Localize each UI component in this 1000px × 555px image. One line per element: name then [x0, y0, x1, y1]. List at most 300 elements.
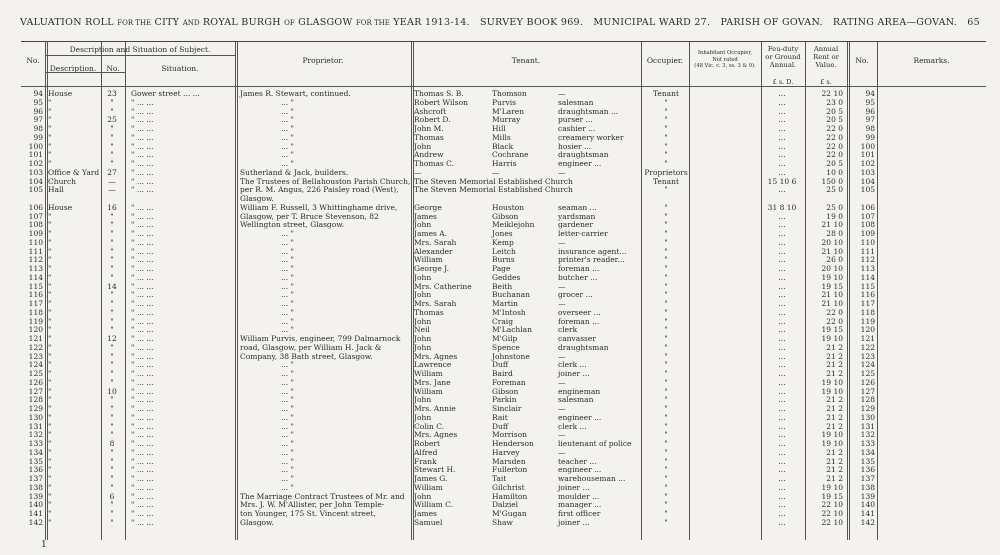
cell-num: 8 [109, 439, 115, 448]
cell-num: " [110, 342, 114, 352]
col-header-situation: Situation. [161, 64, 199, 73]
cell-val: 22 0 [826, 132, 843, 142]
cell-no: 97 [33, 115, 43, 125]
proprietor-line: ... " [281, 421, 294, 431]
cell-occ: " [664, 264, 668, 273]
proprietor-line: ... " [281, 456, 294, 466]
cell-no: 125 [28, 369, 43, 378]
proprietor-line: ... " [281, 360, 294, 370]
cell-feu: ... [778, 439, 786, 448]
cell-val: 21 2 [826, 342, 843, 352]
cell-feu: ... [778, 211, 786, 221]
cell-tocc: foreman ... [558, 264, 600, 273]
cell-no: 102 [28, 159, 43, 168]
cell-nr: 122 [860, 342, 875, 352]
cell-desc: " [48, 447, 52, 457]
cell-tfirst: Mrs. Agnes [414, 430, 458, 440]
cell-tfirst: John [414, 342, 432, 352]
cell-num: " [110, 307, 114, 317]
column-rule [689, 42, 690, 540]
cell-feu: ... [778, 264, 786, 273]
cell-tfirst: William [414, 255, 443, 265]
cell-tfirst: Ashcroft [414, 106, 447, 116]
cell-sit: " ... ... [131, 229, 154, 238]
proprietor-line: ... " [281, 106, 294, 116]
cell-num: " [110, 141, 114, 151]
cell-nr: 94 [865, 89, 875, 98]
cell-no: 129 [28, 404, 43, 413]
proprietor-line: Glasgow. [240, 517, 274, 527]
cell-sit: " ... ... [131, 430, 154, 440]
cell-desc: " [48, 124, 52, 133]
cell-no: 138 [28, 482, 43, 492]
cell-sit: " ... ... [131, 132, 154, 142]
cell-tlast: — [492, 167, 500, 177]
cell-desc: " [48, 220, 52, 230]
col-header-desc-group: Description and Situation of Subject. [69, 45, 211, 54]
cell-num: " [110, 159, 114, 168]
cell-tlast: M'Intosh [492, 307, 526, 317]
cell-tocc: manager ... [558, 500, 602, 510]
cell-num: 12 [107, 334, 117, 343]
cell-num: " [110, 360, 114, 370]
cell-tlast: Beith [492, 281, 513, 291]
cell-val: 21 2 [826, 421, 843, 431]
cell-tfirst: George J. [414, 264, 449, 273]
cell-occ: " [664, 115, 668, 125]
cell-no: 108 [28, 220, 43, 230]
cell-tfirst: Thomas [414, 307, 444, 317]
cell-tocc: purser ... [558, 115, 593, 125]
column-rule [411, 42, 414, 540]
cell-no: 107 [28, 211, 43, 221]
cell-sit: " ... ... [131, 150, 154, 160]
cell-feu: ... [778, 141, 786, 151]
cell-tlast: Hill [492, 124, 506, 133]
cell-nr: 138 [860, 482, 875, 492]
cell-sit: " ... ... [131, 456, 154, 466]
cell-tfirst: William [414, 386, 443, 396]
cell-num: " [110, 395, 114, 405]
cell-occ: " [664, 447, 668, 457]
cell-tfirst: The Steven Memorial Established Church [414, 176, 573, 186]
cell-desc: " [48, 272, 52, 282]
cell-tfirst: Robert D. [414, 115, 451, 125]
proprietor-line: ... " [281, 395, 294, 405]
cell-no: 140 [28, 500, 43, 510]
annual-units: £ s. [820, 78, 832, 86]
cell-feu: ... [778, 482, 786, 492]
title-text: FOR THE [117, 18, 152, 27]
proprietor-line: ... " [281, 141, 294, 151]
cell-feu: ... [778, 412, 786, 422]
cell-tlast: M'Gugan [492, 509, 527, 518]
cell-no: 120 [28, 325, 43, 335]
title-text: GLASGOW [298, 16, 353, 28]
cell-sit: " ... ... [131, 369, 154, 378]
cell-tocc: — [558, 299, 566, 308]
cell-val: 25 0 [826, 185, 843, 195]
cell-tocc: teacher ... [558, 456, 597, 466]
cell-no: 132 [28, 430, 43, 440]
proprietor-line: ... " [281, 299, 294, 308]
cell-sit: " ... ... [131, 474, 154, 483]
cell-num: " [110, 229, 114, 238]
cell-val: 26 0 [826, 255, 843, 265]
cell-nr: 95 [865, 97, 875, 107]
cell-sit: " ... ... [131, 386, 154, 396]
cell-desc: " [48, 377, 52, 387]
survey-book: SURVEY BOOK 969. [480, 16, 584, 28]
column-rule [101, 42, 102, 540]
proprietor-line: Glasgow, per T. Bruce Stevenson, 82 [240, 211, 379, 221]
cell-tocc: — [558, 404, 566, 413]
cell-sit: " ... ... [131, 211, 154, 221]
cell-sit: " ... ... [131, 167, 154, 177]
cell-tfirst: James [414, 211, 437, 221]
cell-nr: 100 [860, 141, 875, 151]
header-line: Value. [815, 61, 837, 69]
cell-sit: " ... ... [131, 185, 154, 195]
cell-tlast: M'Gilp [492, 334, 518, 343]
proprietor-line: ton Younger, 175 St. Vincent street, [240, 509, 376, 518]
cell-sit: " ... ... [131, 220, 154, 230]
cell-val: 21 2 [826, 474, 843, 483]
cell-nr: 105 [860, 185, 875, 195]
cell-nr: 131 [860, 421, 875, 431]
cell-tocc: canvasser [558, 334, 596, 343]
cell-num: " [110, 237, 114, 247]
cell-nr: 102 [860, 159, 875, 168]
header-line: Rent or [813, 53, 839, 61]
cell-desc: " [48, 307, 52, 317]
cell-feu: ... [778, 132, 786, 142]
cell-tocc: salesman [558, 97, 594, 107]
cell-desc: " [48, 351, 52, 361]
cell-feu: ... [778, 377, 786, 387]
cell-tfirst: Colin C. [414, 421, 445, 431]
cell-sit: " ... ... [131, 97, 154, 107]
cell-no: 123 [28, 351, 43, 361]
cell-num: 10 [107, 386, 117, 396]
cell-sit: Gower street ... ... [131, 89, 200, 98]
cell-num: " [110, 474, 114, 483]
cell-tocc: clerk ... [558, 360, 587, 370]
cell-nr: 124 [860, 360, 875, 370]
cell-nr: 135 [860, 456, 875, 466]
cell-desc: " [48, 97, 52, 107]
cell-tfirst: George [414, 202, 442, 212]
cell-feu: 15 10 6 [767, 176, 797, 186]
column-rule [877, 42, 878, 540]
cell-tocc: butcher ... [558, 272, 598, 282]
cell-val: 10 0 [826, 167, 843, 177]
cell-feu: ... [778, 89, 786, 98]
cell-num: " [110, 447, 114, 457]
cell-feu: ... [778, 272, 786, 282]
cell-no: 135 [28, 456, 43, 466]
column-rule [125, 42, 126, 540]
cell-tfirst: John [414, 272, 432, 282]
cell-num: " [110, 272, 114, 282]
cell-sit: " ... ... [131, 482, 154, 492]
cell-occ: " [664, 202, 668, 212]
cell-tfirst: John [414, 220, 432, 230]
cell-sit: " ... ... [131, 517, 154, 527]
cell-sit: " ... ... [131, 106, 154, 116]
cell-tocc: lieutenant of police [558, 439, 632, 448]
proprietor-line: ... " [281, 430, 294, 440]
cell-tlast: M'Lachlan [492, 325, 532, 335]
cell-feu: ... [778, 220, 786, 230]
cell-no: 115 [28, 281, 43, 291]
cell-num: " [110, 220, 114, 230]
cell-desc: Office & Yard [48, 167, 100, 177]
cell-sit: " ... ... [131, 176, 154, 186]
cell-feu: ... [778, 421, 786, 431]
cell-sit: " ... ... [131, 255, 154, 265]
cell-occ: " [664, 369, 668, 378]
proprietor-line: road, Glasgow, per William H. Jack & [240, 342, 382, 352]
cell-num: " [110, 377, 114, 387]
proprietor-line: ... " [281, 439, 294, 448]
cell-tfirst: Thomas S. B. [414, 89, 464, 98]
municipal-ward: MUNICIPAL WARD 27. [593, 16, 711, 28]
cell-desc: " [48, 491, 52, 501]
cell-val: 19 15 [821, 325, 843, 335]
cell-tfirst: Alexander [414, 246, 453, 256]
cell-feu: ... [778, 491, 786, 501]
cell-nr: 118 [860, 307, 875, 317]
cell-no: 103 [28, 167, 43, 177]
cell-val: 19 10 [821, 482, 843, 492]
cell-tfirst: William C. [414, 500, 453, 510]
proprietor-line: ... " [281, 290, 294, 300]
cell-val: 22 0 [826, 307, 843, 317]
cell-desc: " [48, 334, 52, 343]
cell-tfirst: Robert Wilson [414, 97, 468, 107]
cell-feu: ... [778, 474, 786, 483]
cell-desc: " [48, 430, 52, 440]
cell-nr: 109 [860, 229, 875, 238]
cell-val: 19 0 [826, 211, 843, 221]
cell-tfirst: John [414, 395, 432, 405]
cell-desc: " [48, 412, 52, 422]
proprietor-line: ... " [281, 229, 294, 238]
cell-desc: " [48, 115, 52, 125]
cell-val: 19 10 [821, 334, 843, 343]
cell-occ: " [664, 465, 668, 475]
cell-tlast: Henderson [492, 439, 534, 448]
cell-num: " [110, 132, 114, 142]
cell-occ: " [664, 159, 668, 168]
cell-no: 105 [28, 185, 43, 195]
cell-no: 101 [28, 150, 43, 160]
cell-no: 114 [28, 272, 43, 282]
cell-occ: " [664, 412, 668, 422]
cell-val: 19 15 [821, 491, 843, 501]
cell-sit: " ... ... [131, 246, 154, 256]
cell-tlast: Harvey [492, 447, 520, 457]
cell-feu: ... [778, 106, 786, 116]
cell-no: 124 [28, 360, 43, 370]
cell-sit: " ... ... [131, 509, 154, 518]
cell-val: 19 15 [821, 281, 843, 291]
cell-no: 104 [28, 176, 43, 186]
cell-sit: " ... ... [131, 237, 154, 247]
cell-occ: " [664, 360, 668, 370]
header-line: Not rated [712, 56, 738, 63]
cell-feu: ... [778, 500, 786, 510]
proprietor-line: ... " [281, 97, 294, 107]
cell-tlast: Baird [492, 369, 513, 378]
cell-desc: Church [48, 176, 77, 186]
cell-val: 21 2 [826, 395, 843, 405]
cell-tfirst: Robert [414, 439, 441, 448]
cell-num: " [110, 299, 114, 308]
cell-tocc: draughtsman [558, 150, 609, 160]
cell-tocc: — [558, 351, 566, 361]
cell-tfirst: The Steven Memorial Established Church [414, 185, 573, 195]
cell-feu: ... [778, 281, 786, 291]
cell-tfirst: — [414, 167, 422, 177]
cell-desc: " [48, 509, 52, 518]
cell-occ: " [664, 386, 668, 396]
cell-tlast: Buchanan [492, 290, 530, 300]
cell-no: 106 [28, 202, 43, 212]
col-header-no-right: No. [855, 56, 869, 65]
cell-tlast: Duff [492, 421, 509, 431]
cell-tlast: Dalziel [492, 500, 519, 510]
cell-feu: ... [778, 246, 786, 256]
cell-no: 118 [28, 307, 43, 317]
cell-sit: " ... ... [131, 465, 154, 475]
cell-nr: 108 [860, 220, 875, 230]
cell-tlast: Craig [492, 316, 513, 326]
cell-tlast: Rait [492, 412, 508, 422]
cell-tfirst: Alfred [414, 447, 438, 457]
cell-val: 22 10 [821, 500, 843, 510]
header-rule [45, 72, 125, 73]
cell-nr: 113 [860, 264, 875, 273]
cell-feu: ... [778, 255, 786, 265]
cell-desc: " [48, 386, 52, 396]
cell-nr: 127 [860, 386, 875, 396]
cell-tlast: Cochrane [492, 150, 529, 160]
cell-num: " [110, 369, 114, 378]
cell-sit: " ... ... [131, 299, 154, 308]
column-rule [235, 42, 238, 540]
cell-num: 6 [109, 491, 115, 501]
cell-val: 22 0 [826, 150, 843, 160]
col-header-no: No. [26, 56, 40, 65]
cell-sit: " ... ... [131, 334, 154, 343]
cell-desc: " [48, 246, 52, 256]
cell-no: 98 [33, 124, 43, 133]
cell-tocc: — [558, 167, 566, 177]
cell-desc: " [48, 150, 52, 160]
cell-no: 130 [28, 412, 43, 422]
cell-val: 21 2 [826, 369, 843, 378]
cell-num: " [110, 412, 114, 422]
cell-occ: Proprietors [644, 167, 688, 177]
cell-tlast: Harris [492, 159, 517, 168]
cell-no: 136 [28, 465, 43, 475]
cell-num: — [108, 185, 116, 195]
cell-no: 109 [28, 229, 43, 238]
cell-desc: " [48, 482, 52, 492]
header-rule [45, 55, 235, 56]
cell-desc: Hall [48, 185, 64, 195]
cell-sit: " ... ... [131, 325, 154, 335]
header-title [20, 17, 470, 28]
cell-nr: 133 [860, 439, 875, 448]
cell-tlast: Spence [492, 342, 520, 352]
cell-tfirst: William [414, 482, 443, 492]
col-header-inhabitant [689, 50, 761, 70]
cell-tlast: Hamilton [492, 491, 528, 501]
column-rule [805, 42, 806, 540]
cell-occ: " [664, 509, 668, 518]
proprietor-line: ... " [281, 404, 294, 413]
cell-desc: " [48, 342, 52, 352]
title-text: YEAR 1913-14. [393, 16, 470, 28]
cell-occ: " [664, 395, 668, 405]
cell-nr: 132 [860, 430, 875, 440]
cell-feu: ... [778, 290, 786, 300]
cell-tocc: joiner ... [558, 482, 590, 492]
cell-num: — [108, 176, 116, 186]
cell-no: 139 [28, 491, 43, 501]
cell-val: 21 2 [826, 456, 843, 466]
cell-val: 20 5 [826, 106, 843, 116]
cell-val: 25 0 [826, 202, 843, 212]
cell-num: " [110, 106, 114, 116]
cell-val: 20 10 [821, 237, 843, 247]
proprietor-line: James R. Stewart, continued. [240, 89, 351, 98]
cell-desc: " [48, 299, 52, 308]
cell-feu: ... [778, 509, 786, 518]
proprietor-line: Wellington street, Glasgow. [240, 220, 345, 230]
cell-sit: " ... ... [131, 351, 154, 361]
cell-feu: ... [778, 185, 786, 195]
cell-tlast: Geddes [492, 272, 521, 282]
cell-desc: " [48, 369, 52, 378]
cell-feu: ... [778, 395, 786, 405]
proprietor-line: William Purvis, engineer, 799 Dalmarnock [240, 334, 401, 343]
cell-tlast: Gilchrist [492, 482, 525, 492]
cell-no: 142 [28, 517, 43, 527]
cell-tlast: Kemp [492, 237, 514, 247]
cell-val: 19 10 [821, 377, 843, 387]
cell-occ: " [664, 255, 668, 265]
cell-occ: " [664, 290, 668, 300]
cell-occ: " [664, 491, 668, 501]
cell-tfirst: James [414, 509, 437, 518]
cell-sit: " ... ... [131, 412, 154, 422]
cell-tocc: draughtsman [558, 342, 609, 352]
cell-tocc: engineer ... [558, 465, 602, 475]
cell-feu: ... [778, 351, 786, 361]
cell-feu: ... [778, 517, 786, 527]
cell-val: 20 5 [826, 115, 843, 125]
cell-tocc: — [558, 447, 566, 457]
cell-nr: 107 [860, 211, 875, 221]
cell-num: " [110, 465, 114, 475]
cell-no: 110 [28, 237, 43, 247]
cell-tlast: Black [492, 141, 514, 151]
cell-desc: House [48, 202, 73, 212]
